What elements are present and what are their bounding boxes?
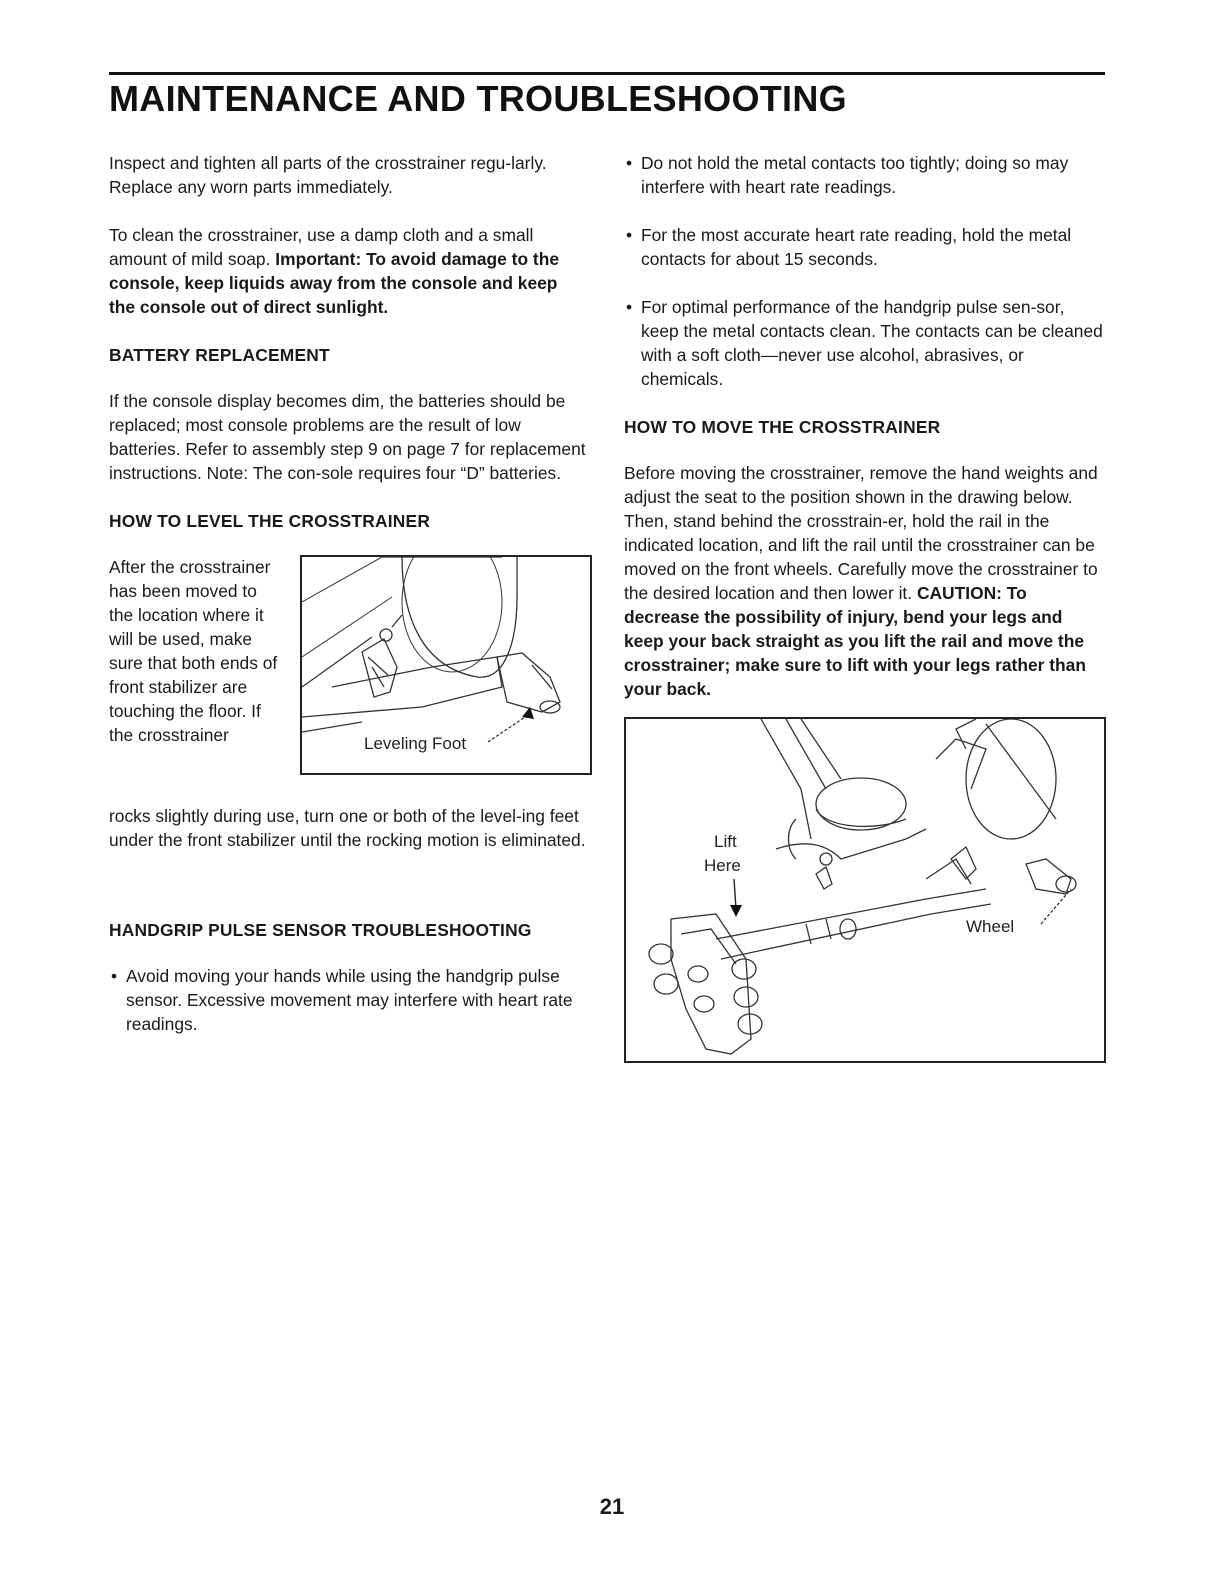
left-column bbox=[109, 151, 587, 1060]
handgrip-bullet-2 bbox=[624, 151, 1106, 199]
move-heading: HOW TO MOVE THE CROSSTRAINER bbox=[624, 417, 941, 437]
battery-paragraph: If the console display becomes dim, the batteries should be replaced; most console problems are the result of low batteries. Refer to assembly step 9 on page 7 for replacement instructions. Note: The con-sole requires four “D” batteries. bbox=[109, 391, 586, 483]
bullet-text: For optimal performance of the handgrip pulse sen-sor, keep the metal contacts clean. The contacts can be cleaned with a soft cloth—never use alcohol, abrasives, or chemicals. bbox=[641, 297, 1103, 389]
bullet-marker: • bbox=[626, 225, 633, 245]
page-title: MAINTENANCE AND TROUBLESHOOTING bbox=[109, 78, 847, 119]
handgrip-bullet-1 bbox=[109, 964, 587, 1036]
battery-heading: BATTERY REPLACEMENT bbox=[109, 345, 330, 365]
leveling-foot-figure bbox=[300, 555, 592, 775]
handgrip-bullet-4 bbox=[624, 295, 1106, 391]
level-heading: HOW TO LEVEL THE CROSSTRAINER bbox=[109, 511, 431, 531]
page-number: 21 bbox=[599, 1494, 625, 1519]
bullet-marker: • bbox=[626, 297, 633, 317]
cleaning-warning: Important: To avoid damage to the console, keep liquids away from the console and keep the console out of direct sunlight. bbox=[109, 249, 560, 317]
handgrip-heading: HANDGRIP PULSE SENSOR TROUBLESHOOTING bbox=[109, 920, 532, 940]
level-section bbox=[109, 555, 587, 900]
cleaning-paragraph bbox=[109, 223, 587, 319]
level-text-start: After the crosstrainer has been moved to the location where it will be used, make sure that both ends of front stabilizer are touching the floor. If the crosstrainer bbox=[109, 557, 278, 745]
move-text: Before moving the crosstrainer, remove the hand weights and adjust the seat to the position shown in the drawing below. Then, stand behind the crosstrain-er, hold the rail in the indicated location, and lift the rail until the crosstrainer can be moved on the front wheels. Carefully move the crosstrainer to the desired location and then lower it. bbox=[624, 463, 1098, 603]
bullet-text: Do not hold the metal contacts too tightly; doing so may interfere with heart rate readings. bbox=[641, 153, 1069, 197]
leveling-foot-label: Leveling Foot bbox=[364, 734, 467, 753]
bullet-text: Avoid moving your hands while using the handgrip pulse sensor. Excessive movement may interfere with heart rate readings. bbox=[126, 966, 573, 1034]
cleaning-text: To clean the crosstrainer, use a damp cloth and a small amount of mild soap. bbox=[109, 225, 534, 269]
moving-crosstrainer-drawing bbox=[626, 719, 1100, 1057]
title-rule bbox=[109, 72, 1105, 75]
handgrip-bullet-3 bbox=[624, 223, 1106, 271]
moving-crosstrainer-figure bbox=[624, 717, 1106, 1063]
lift-label-line-1: Lift bbox=[714, 832, 737, 851]
lift-label-line-2: Here bbox=[704, 856, 741, 875]
right-column bbox=[624, 151, 1106, 1063]
bullet-text: For the most accurate heart rate reading, hold the metal contacts for about 15 seconds. bbox=[641, 225, 1072, 269]
leveling-foot-drawing bbox=[302, 557, 586, 769]
bullet-marker: • bbox=[111, 966, 118, 986]
intro-paragraph: Inspect and tighten all parts of the crosstrainer regu-larly. Replace any worn parts immediately. bbox=[109, 153, 547, 197]
move-paragraph bbox=[624, 461, 1106, 701]
level-text-end: rocks slightly during use, turn one or both of the level-ing feet under the front stabilizer until the rocking motion is eliminated. bbox=[109, 806, 586, 850]
bullet-marker: • bbox=[626, 153, 633, 173]
move-caution: CAUTION: To decrease the possibility of injury, bend your legs and keep your back straight as you lift the rail and move the crosstrainer; make sure to lift with your legs rather than your back. bbox=[624, 583, 1086, 699]
wheel-label: Wheel bbox=[966, 917, 1015, 936]
